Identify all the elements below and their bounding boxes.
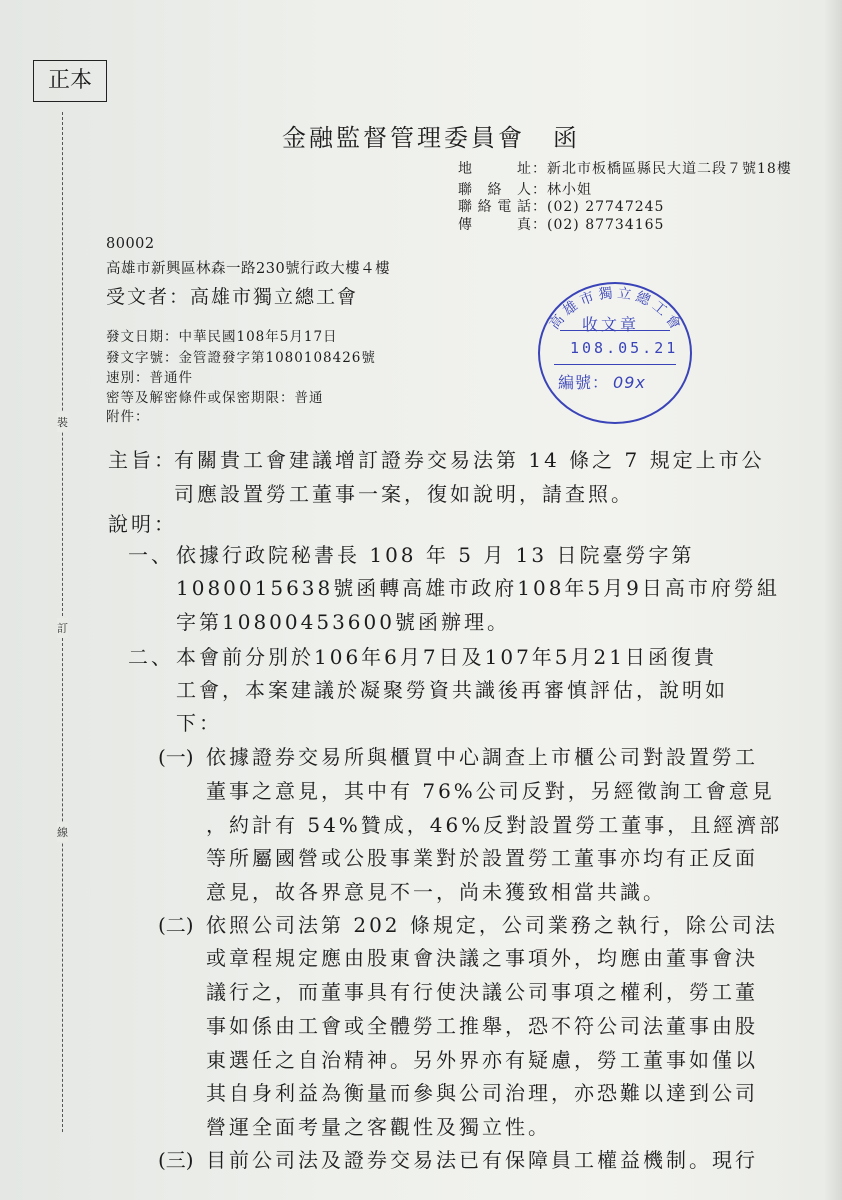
subitem-line: 營運全面考量之客觀性及獨立性。	[206, 1115, 551, 1139]
subitem-marker: (一)	[158, 745, 194, 769]
subitem-line: 議行之，而董事具有行使決議公司事項之權利，勞工董	[206, 980, 758, 1004]
subitem-line: 或章程規定應由股東會決議之事項外，均應由董事會決	[206, 946, 758, 970]
subitem-line: 依據證券交易所與櫃買中心調查上市櫃公司對設置勞工	[206, 745, 758, 769]
recipient-address: 高雄市新興區林森一路230號行政大樓４樓	[106, 261, 391, 277]
contact-value: 林小姐	[547, 182, 592, 198]
copy-label-box: 正本	[33, 60, 107, 102]
subject-label: 主旨：	[108, 448, 177, 472]
item-line: 依據行政院秘書長 108 年 5 月 13 日院臺勞字第	[176, 543, 695, 567]
contact-value: (02) 27747245	[547, 199, 665, 215]
contact-value: 新北市板橋區縣民大道二段７號18樓	[547, 161, 792, 177]
contact-value: (02) 87734165	[547, 217, 665, 233]
subitem-line: 意見，故各界意見不一，尚未獲致相當共識。	[206, 880, 666, 904]
subject-line: 有關貴工會建議增訂證券交易法第 14 條之 7 規定上市公	[174, 448, 765, 472]
agency-name: 金融監督管理委員會	[282, 124, 525, 152]
binding-mark-bottom: 線	[57, 822, 68, 842]
subitem-marker: (二)	[158, 913, 194, 937]
stamp-title: 收文章	[582, 315, 640, 334]
stamp-divider	[554, 364, 676, 365]
contact-label: 傳 真	[458, 217, 532, 233]
attachment: 附件：	[106, 409, 150, 425]
doc-number: 發文字號：金管證發字第1080108426號	[106, 350, 376, 366]
stamp-number	[558, 370, 646, 393]
speed-class: 速別：普通件	[106, 370, 193, 386]
item-marker: 一、	[128, 543, 174, 567]
item-line: 1080015638號函轉高雄市政府108年5月9日高市府勞組	[176, 576, 780, 600]
subitem-line: 董事之意見，其中有 76%公司反對，另經徵詢工會意見	[206, 779, 775, 803]
stamp-number-label: 編號：	[558, 373, 610, 392]
stamp-org-text: 高雄市獨立總工會	[546, 285, 686, 336]
contact-label: 地 址	[458, 161, 532, 177]
receiver: 受文者：高雄市獨立總工會	[106, 286, 359, 308]
contact-fax: 傳 真：(02) 87734165	[458, 214, 664, 234]
explanation-label: 說明：	[108, 512, 177, 536]
contact-person: 聯 絡 人：林小姐	[458, 179, 592, 199]
contact-label: 聯絡電話	[458, 199, 532, 215]
contact-label: 聯 絡 人	[458, 182, 532, 198]
binding-mark-top: 裝	[57, 412, 68, 432]
paper-edge-shadow	[824, 0, 842, 1200]
issue-date: 發文日期：中華民國108年5月17日	[106, 329, 338, 345]
doc-type: 函	[553, 124, 580, 152]
postal-code: 80002	[106, 236, 155, 252]
stamp-divider	[560, 330, 670, 331]
subject-line: 司應設置勞工董事一案，復如說明，請查照。	[174, 482, 634, 506]
subitem-line: ，約計有 54%贊成，46%反對設置勞工董事，且經濟部	[206, 813, 783, 837]
subitem-line: 其自身利益為衡量而參與公司治理，亦恐難以達到公司	[206, 1081, 758, 1105]
receipt-stamp	[538, 282, 692, 424]
subitem-line: 事如係由工會或全體勞工推舉，恐不符公司法董事由股	[206, 1014, 758, 1038]
stamp-date: 108.05.21	[570, 339, 679, 357]
subitem-line: 依照公司法第 202 條規定，公司業務之執行，除公司法	[206, 913, 778, 937]
subitem-marker: (三)	[158, 1148, 194, 1172]
item-marker: 二、	[128, 645, 174, 669]
subitem-line: 等所屬國營或公股事業對於設置勞工董事亦均有正反面	[206, 846, 758, 870]
page-title	[282, 118, 580, 153]
binding-mark-middle: 訂	[57, 618, 68, 638]
secrecy-level: 密等及解密條件或保密期限：普通	[106, 390, 324, 406]
contact-phone: 聯絡電話：(02) 27747245	[458, 196, 664, 216]
contact-address: 地 址：新北市板橋區縣民大道二段７號18樓	[458, 158, 792, 178]
item-line: 下：	[176, 711, 222, 735]
item-line: 本會前分別於106年6月7日及107年5月21日函復貴	[176, 645, 717, 669]
stamp-number-value: 09x	[613, 373, 646, 392]
item-line: 字第10800453600號函辦理。	[176, 610, 510, 634]
subitem-line: 東選任之自治精神。另外界亦有疑慮，勞工董事如僅以	[206, 1048, 758, 1072]
item-line: 工會，本案建議於凝聚勞資共識後再審慎評估，說明如	[176, 678, 728, 702]
subitem-line: 目前公司法及證券交易法已有保障員工權益機制。現行	[206, 1148, 758, 1172]
